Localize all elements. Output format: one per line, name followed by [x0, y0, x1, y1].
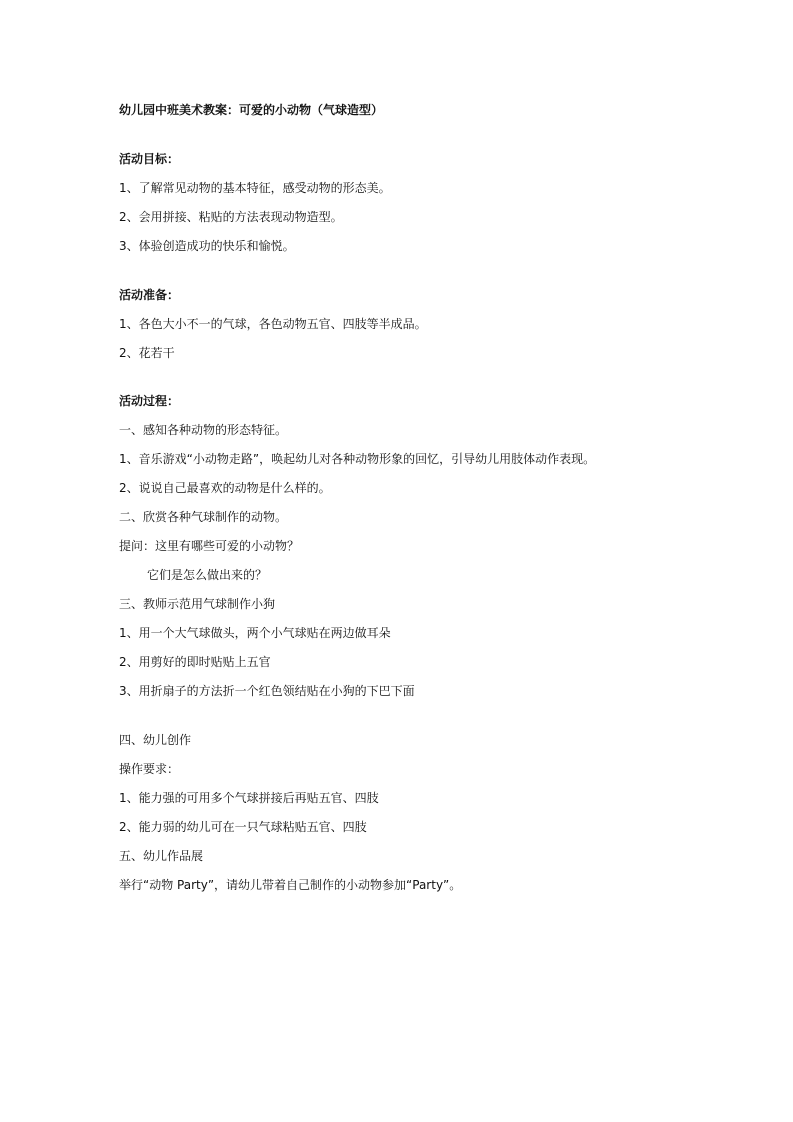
process-line: 1、用一个大气球做头，两个小气球贴在两边做耳朵: [119, 626, 391, 640]
process-heading: 活动过程：: [119, 394, 180, 408]
goal-item: 2、会用拼接、粘贴的方法表现动物造型。: [119, 210, 343, 224]
process-line: 2、用剪好的即时贴贴上五官: [119, 655, 271, 669]
document-title: 幼儿园中班美术教案：可爱的小动物（气球造型）: [119, 103, 384, 117]
process-line: 操作要求：: [119, 762, 180, 776]
process-line: 3、用折扇子的方法折一个红色领结贴在小狗的下巴下面: [119, 684, 415, 698]
preparation-item: 2、花若干: [119, 346, 175, 360]
process-line: 1、能力强的可用多个气球拼接后再贴五官、四肢: [119, 791, 379, 805]
preparation-heading: 活动准备：: [119, 288, 180, 302]
process-line: 2、说说自己最喜欢的动物是什么样的。: [119, 481, 331, 495]
process-line: 四、幼儿创作: [119, 733, 192, 747]
preparation-item: 1、各色大小不一的气球，各色动物五官、四肢等半成品。: [119, 317, 427, 331]
process-line: 一、感知各种动物的形态特征。: [119, 423, 288, 437]
process-line: 五、幼儿作品展: [119, 849, 204, 863]
goals-heading: 活动目标：: [119, 152, 180, 166]
process-line: 1、音乐游戏“小动物走路”，唤起幼儿对各种动物形象的回忆，引导幼儿用肢体动作表现。: [119, 452, 596, 466]
process-line: 三、教师示范用气球制作小狗: [119, 597, 276, 611]
process-line: 二、欣赏各种气球制作的动物。: [119, 510, 288, 524]
goal-item: 1、了解常见动物的基本特征，感受动物的形态美。: [119, 181, 391, 195]
process-line: 2、能力弱的幼儿可在一只气球粘贴五官、四肢: [119, 820, 367, 834]
goal-item: 3、体验创造成功的快乐和愉悦。: [119, 239, 295, 253]
process-question-followup: 它们是怎么做出来的？: [147, 568, 268, 582]
process-question: 提问：这里有哪些可爱的小动物？: [119, 539, 300, 553]
process-line: 举行“动物 Party”，请幼儿带着自己制作的小动物参加“Party”。: [119, 878, 462, 892]
